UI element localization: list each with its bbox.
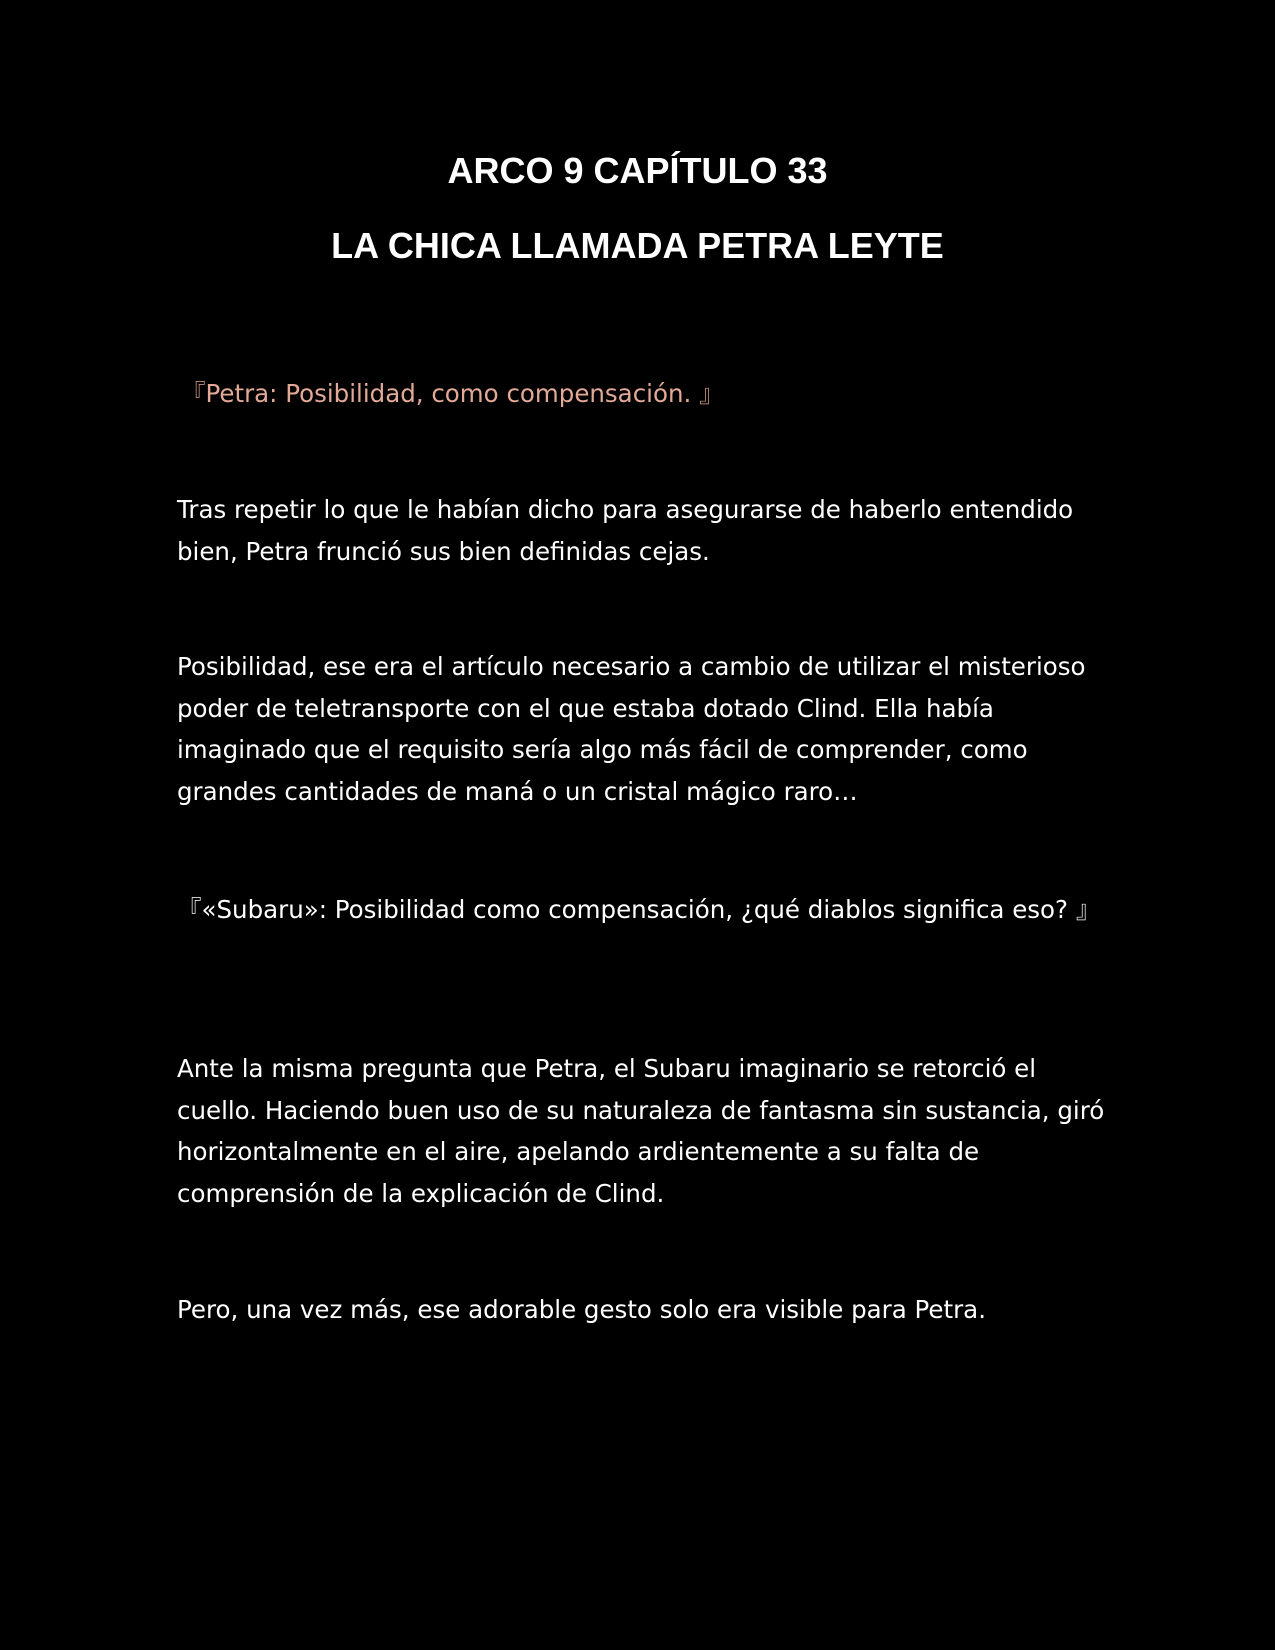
- chapter-subtitle: LA CHICA LLAMADA PETRA LEYTE: [331, 225, 944, 266]
- dialogue-subaru: 『«Subaru»: Posibilidad como compensación, ¿qué diablos significa eso? 』: [177, 895, 1101, 924]
- chapter-title: ARCO 9 CAPÍTULO 33: [447, 150, 828, 191]
- paragraph-narration-1: Tras repetir lo que le habían dicho para asegurarse de haberlo entendido bien, Petra frunció sus bien definidas cejas.: [177, 495, 1074, 566]
- paragraph-narration-3: Ante la misma pregunta que Petra, el Subaru imaginario se retorció el cuello. Haciendo buen uso de su naturaleza de fantasma sin sustancia, giró horizontalmente en el aire, apelando ardientemente a su falta de comprensión de la explicación de Clind.: [177, 1054, 1105, 1208]
- paragraph-narration-4: Pero, una vez más, ese adorable gesto solo era visible para Petra.: [177, 1295, 986, 1324]
- paragraph-narration-2: Posibilidad, ese era el artículo necesario a cambio de utilizar el misterioso poder de teletransporte con el que estaba dotado Clind. Ella había imaginado que el requisito sería algo más fácil de comprender, como grandes cantidades de maná o un cristal mágico raro…: [177, 652, 1086, 806]
- dialogue-petra: 『Petra: Posibilidad, como compensación. 』: [181, 379, 724, 408]
